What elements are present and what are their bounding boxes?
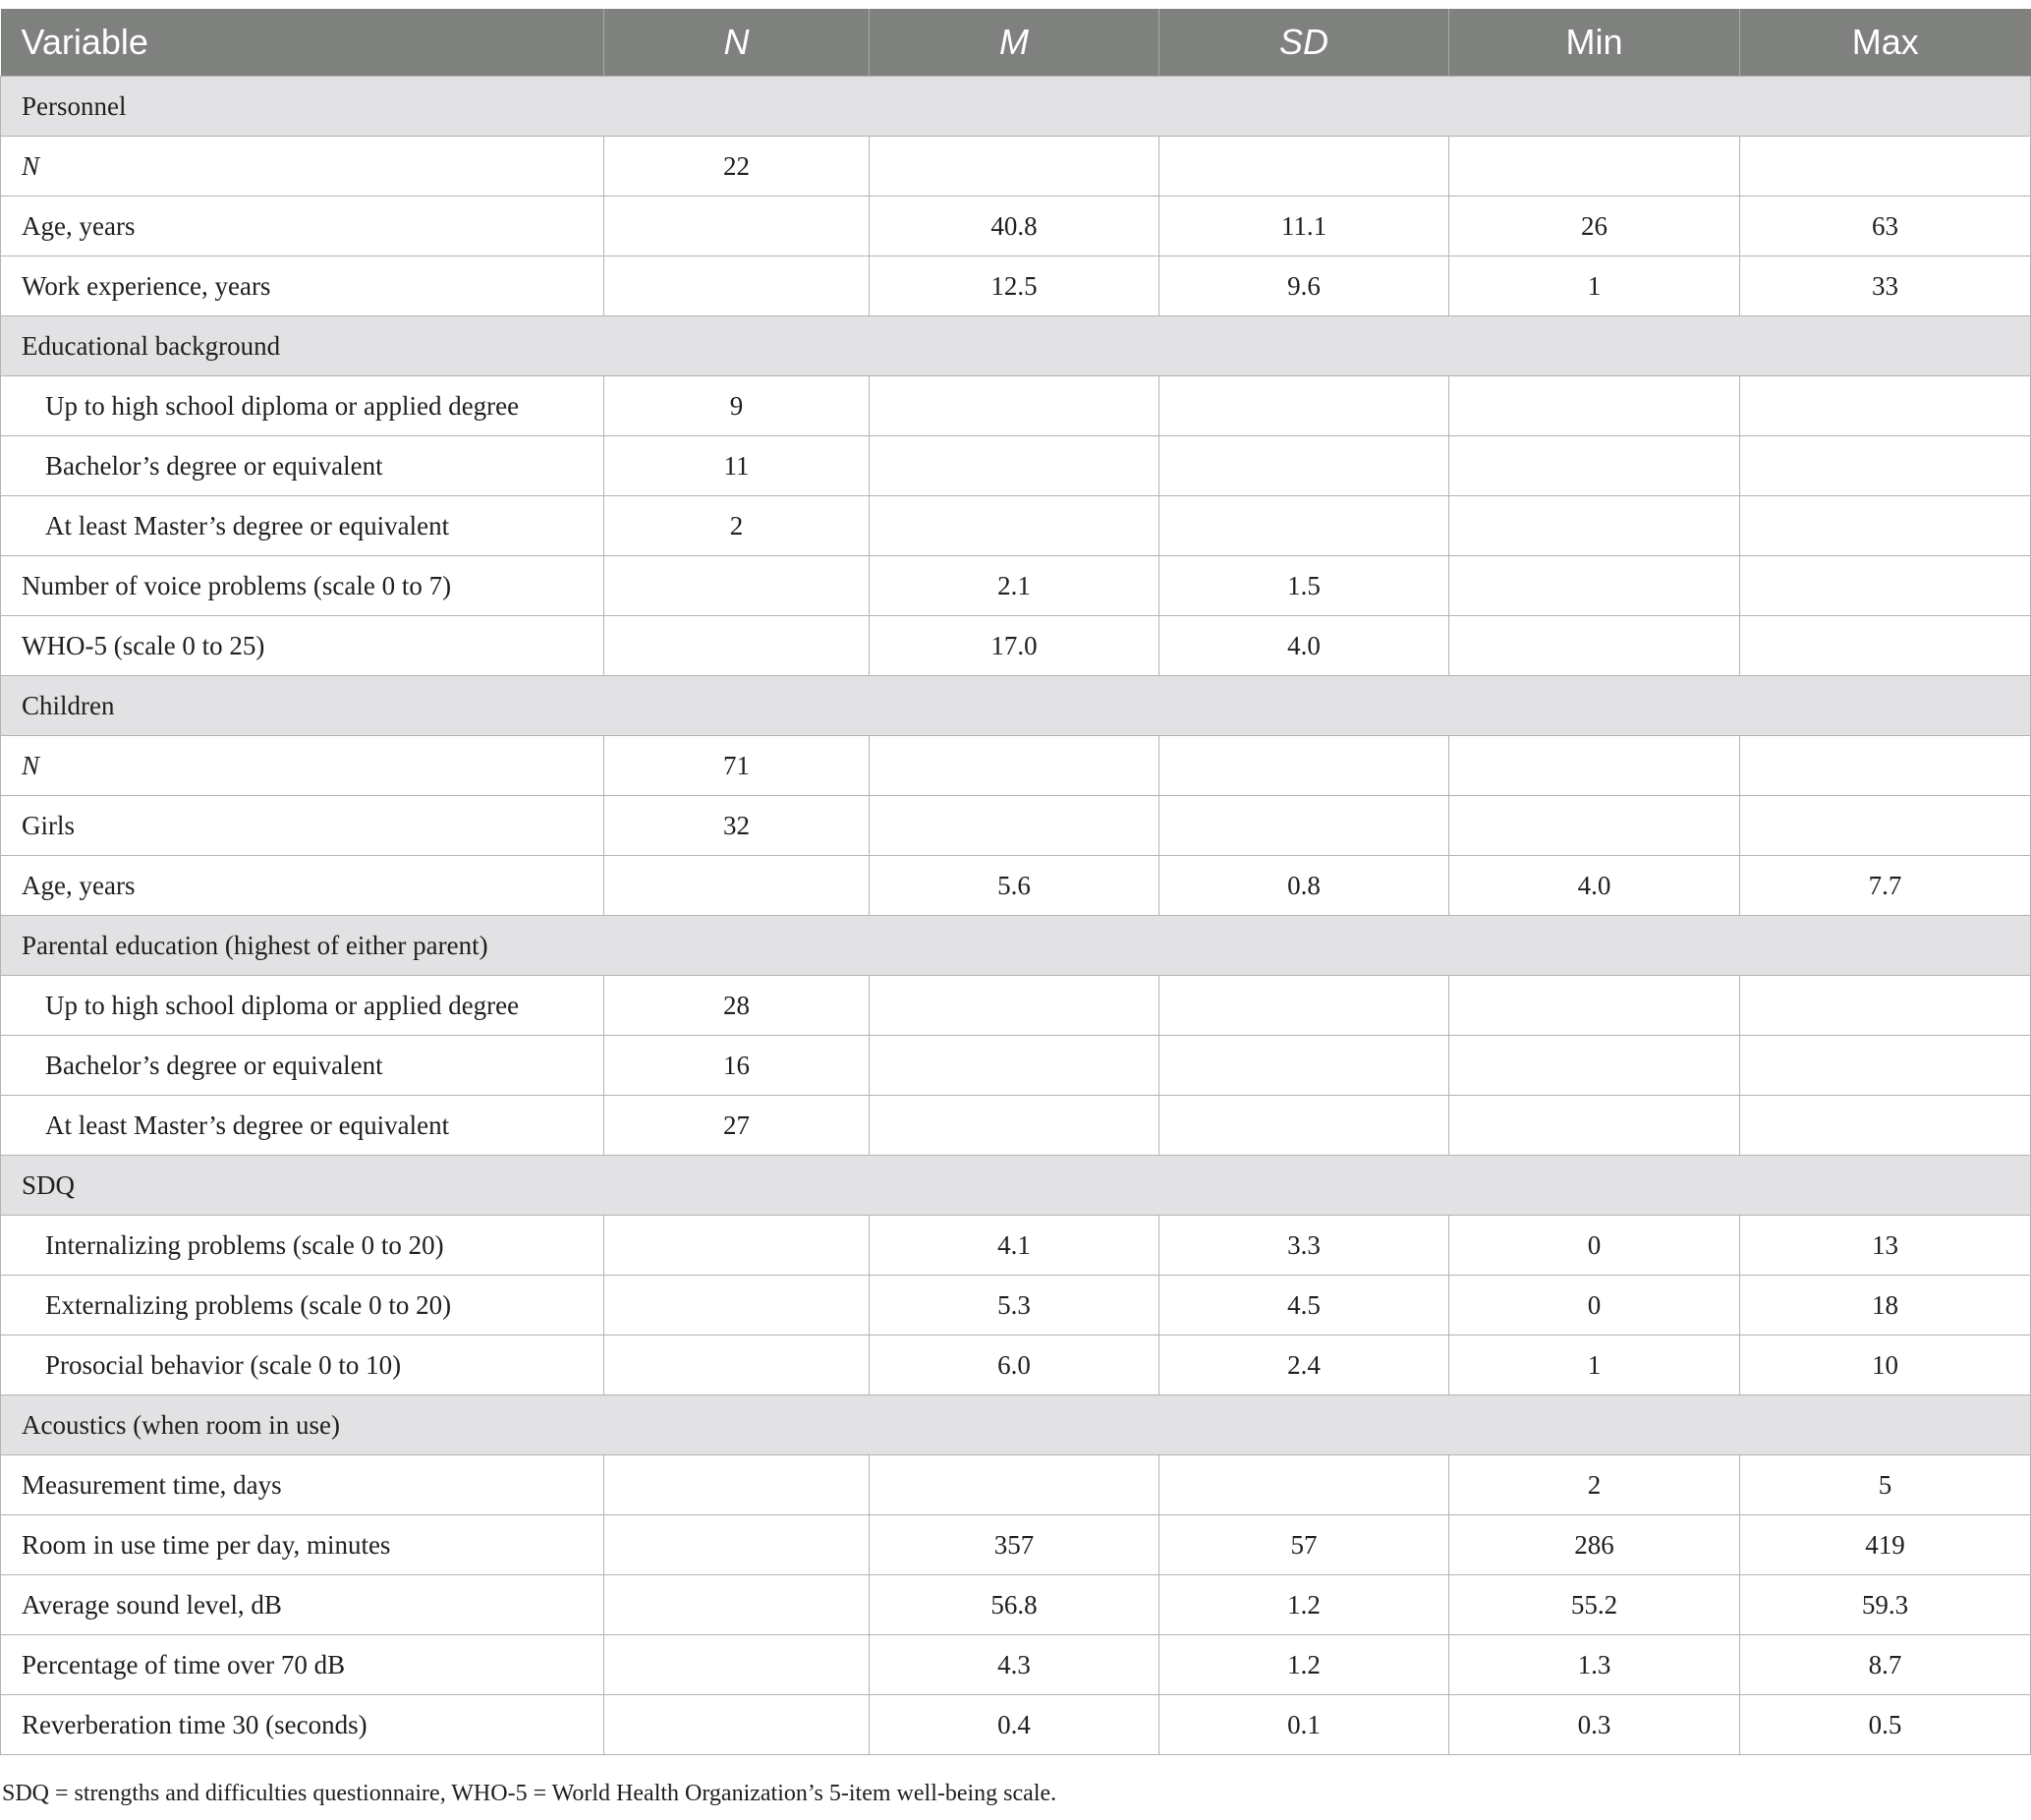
table-row bbox=[1, 436, 2031, 496]
cell-n bbox=[604, 616, 870, 676]
cell-sd bbox=[1159, 1036, 1449, 1096]
section-row bbox=[1, 77, 2031, 137]
section-label: Children bbox=[1, 676, 2031, 736]
cell-min bbox=[1449, 796, 1740, 856]
cell-min bbox=[1449, 436, 1740, 496]
header-min: Min bbox=[1449, 9, 1740, 77]
cell-sd bbox=[1159, 796, 1449, 856]
cell-max bbox=[1740, 436, 2031, 496]
cell-max bbox=[1740, 1096, 2031, 1156]
cell-min bbox=[1449, 1036, 1740, 1096]
cell-m: 56.8 bbox=[870, 1575, 1159, 1635]
table-row bbox=[1, 736, 2031, 796]
row-label: Up to high school diploma or applied degree bbox=[1, 976, 604, 1036]
cell-min bbox=[1449, 976, 1740, 1036]
cell-min: 4.0 bbox=[1449, 856, 1740, 916]
cell-n bbox=[604, 1455, 870, 1515]
row-label: N bbox=[1, 736, 604, 796]
cell-sd bbox=[1159, 1096, 1449, 1156]
row-label: Up to high school diploma or applied degree bbox=[1, 376, 604, 436]
table-row bbox=[1, 1575, 2031, 1635]
cell-max: 8.7 bbox=[1740, 1635, 2031, 1695]
table-row bbox=[1, 1216, 2031, 1276]
cell-max bbox=[1740, 376, 2031, 436]
row-label: At least Master’s degree or equivalent bbox=[1, 496, 604, 556]
cell-sd: 57 bbox=[1159, 1515, 1449, 1575]
row-label: Bachelor’s degree or equivalent bbox=[1, 436, 604, 496]
section-row bbox=[1, 1395, 2031, 1455]
descriptive-statistics-table bbox=[0, 9, 2031, 1755]
cell-sd: 4.5 bbox=[1159, 1276, 1449, 1336]
cell-min: 0.3 bbox=[1449, 1695, 1740, 1755]
cell-min: 26 bbox=[1449, 197, 1740, 256]
table-body bbox=[1, 77, 2031, 1755]
cell-n: 27 bbox=[604, 1096, 870, 1156]
row-label: Percentage of time over 70 dB bbox=[1, 1635, 604, 1695]
cell-n bbox=[604, 197, 870, 256]
cell-n bbox=[604, 1515, 870, 1575]
cell-min: 0 bbox=[1449, 1276, 1740, 1336]
table-row bbox=[1, 856, 2031, 916]
row-label: Prosocial behavior (scale 0 to 10) bbox=[1, 1336, 604, 1395]
cell-sd bbox=[1159, 436, 1449, 496]
cell-m bbox=[870, 496, 1159, 556]
cell-m: 5.6 bbox=[870, 856, 1159, 916]
cell-n: 28 bbox=[604, 976, 870, 1036]
section-label: Acoustics (when room in use) bbox=[1, 1395, 2031, 1455]
cell-n bbox=[604, 556, 870, 616]
section-label: Educational background bbox=[1, 316, 2031, 376]
row-label: At least Master’s degree or equivalent bbox=[1, 1096, 604, 1156]
cell-sd bbox=[1159, 137, 1449, 197]
header-n: N bbox=[604, 9, 870, 77]
cell-m: 17.0 bbox=[870, 616, 1159, 676]
cell-n: 9 bbox=[604, 376, 870, 436]
row-label: Number of voice problems (scale 0 to 7) bbox=[1, 556, 604, 616]
cell-max bbox=[1740, 556, 2031, 616]
cell-max bbox=[1740, 496, 2031, 556]
table-row bbox=[1, 137, 2031, 197]
row-label: Reverberation time 30 (seconds) bbox=[1, 1695, 604, 1755]
cell-min bbox=[1449, 616, 1740, 676]
cell-sd bbox=[1159, 736, 1449, 796]
section-row bbox=[1, 676, 2031, 736]
cell-m: 40.8 bbox=[870, 197, 1159, 256]
cell-m bbox=[870, 376, 1159, 436]
cell-n: 22 bbox=[604, 137, 870, 197]
cell-n: 16 bbox=[604, 1036, 870, 1096]
cell-max: 59.3 bbox=[1740, 1575, 2031, 1635]
row-label: Average sound level, dB bbox=[1, 1575, 604, 1635]
table-row bbox=[1, 556, 2031, 616]
cell-sd bbox=[1159, 976, 1449, 1036]
header-sd: SD bbox=[1159, 9, 1449, 77]
row-label: N bbox=[1, 137, 604, 197]
cell-sd: 9.6 bbox=[1159, 256, 1449, 316]
cell-max: 18 bbox=[1740, 1276, 2031, 1336]
row-label: Age, years bbox=[1, 197, 604, 256]
table-header bbox=[1, 9, 2031, 77]
cell-m bbox=[870, 436, 1159, 496]
cell-n bbox=[604, 1276, 870, 1336]
cell-n bbox=[604, 856, 870, 916]
table-row bbox=[1, 1695, 2031, 1755]
cell-sd: 0.1 bbox=[1159, 1695, 1449, 1755]
row-label: Bachelor’s degree or equivalent bbox=[1, 1036, 604, 1096]
cell-max bbox=[1740, 137, 2031, 197]
cell-min: 1.3 bbox=[1449, 1635, 1740, 1695]
section-label: SDQ bbox=[1, 1156, 2031, 1216]
cell-max bbox=[1740, 1036, 2031, 1096]
cell-min bbox=[1449, 137, 1740, 197]
row-label: Externalizing problems (scale 0 to 20) bbox=[1, 1276, 604, 1336]
cell-n bbox=[604, 1695, 870, 1755]
cell-max bbox=[1740, 976, 2031, 1036]
cell-max: 0.5 bbox=[1740, 1695, 2031, 1755]
cell-min: 2 bbox=[1449, 1455, 1740, 1515]
cell-m: 4.3 bbox=[870, 1635, 1159, 1695]
header-row bbox=[1, 9, 2031, 77]
cell-sd: 1.2 bbox=[1159, 1635, 1449, 1695]
cell-sd bbox=[1159, 1455, 1449, 1515]
cell-m: 2.1 bbox=[870, 556, 1159, 616]
descriptive-statistics-table-container bbox=[0, 9, 2031, 1755]
cell-min bbox=[1449, 496, 1740, 556]
cell-m bbox=[870, 976, 1159, 1036]
table-row bbox=[1, 976, 2031, 1036]
cell-m: 357 bbox=[870, 1515, 1159, 1575]
cell-max: 10 bbox=[1740, 1336, 2031, 1395]
cell-min: 0 bbox=[1449, 1216, 1740, 1276]
cell-m bbox=[870, 1096, 1159, 1156]
cell-n bbox=[604, 1216, 870, 1276]
cell-n bbox=[604, 256, 870, 316]
section-row bbox=[1, 916, 2031, 976]
cell-sd: 4.0 bbox=[1159, 616, 1449, 676]
table-row bbox=[1, 1336, 2031, 1395]
cell-sd: 2.4 bbox=[1159, 1336, 1449, 1395]
cell-m: 12.5 bbox=[870, 256, 1159, 316]
cell-max: 5 bbox=[1740, 1455, 2031, 1515]
cell-min: 286 bbox=[1449, 1515, 1740, 1575]
cell-min bbox=[1449, 376, 1740, 436]
cell-m bbox=[870, 1455, 1159, 1515]
section-label: Personnel bbox=[1, 77, 2031, 137]
cell-m bbox=[870, 796, 1159, 856]
cell-n: 71 bbox=[604, 736, 870, 796]
table-row bbox=[1, 376, 2031, 436]
cell-m bbox=[870, 137, 1159, 197]
table-row bbox=[1, 1276, 2031, 1336]
cell-max: 33 bbox=[1740, 256, 2031, 316]
cell-n: 2 bbox=[604, 496, 870, 556]
table-row bbox=[1, 197, 2031, 256]
header-max: Max bbox=[1740, 9, 2031, 77]
cell-max: 63 bbox=[1740, 197, 2031, 256]
cell-m bbox=[870, 1036, 1159, 1096]
cell-max: 7.7 bbox=[1740, 856, 2031, 916]
cell-sd bbox=[1159, 496, 1449, 556]
cell-min: 1 bbox=[1449, 256, 1740, 316]
cell-n bbox=[604, 1336, 870, 1395]
cell-sd: 3.3 bbox=[1159, 1216, 1449, 1276]
table-row bbox=[1, 1635, 2031, 1695]
cell-min: 55.2 bbox=[1449, 1575, 1740, 1635]
cell-max bbox=[1740, 796, 2031, 856]
table-row bbox=[1, 1455, 2031, 1515]
row-label: Room in use time per day, minutes bbox=[1, 1515, 604, 1575]
cell-m: 6.0 bbox=[870, 1336, 1159, 1395]
cell-max bbox=[1740, 736, 2031, 796]
cell-min bbox=[1449, 1096, 1740, 1156]
cell-min bbox=[1449, 736, 1740, 796]
cell-n bbox=[604, 1575, 870, 1635]
header-mean: M bbox=[870, 9, 1159, 77]
table-row bbox=[1, 796, 2031, 856]
cell-m: 0.4 bbox=[870, 1695, 1159, 1755]
cell-n bbox=[604, 1635, 870, 1695]
row-label: Age, years bbox=[1, 856, 604, 916]
table-row bbox=[1, 616, 2031, 676]
table-row bbox=[1, 256, 2031, 316]
cell-n: 11 bbox=[604, 436, 870, 496]
cell-sd bbox=[1159, 376, 1449, 436]
table-row bbox=[1, 496, 2031, 556]
section-row bbox=[1, 316, 2031, 376]
cell-min bbox=[1449, 556, 1740, 616]
cell-sd: 1.5 bbox=[1159, 556, 1449, 616]
row-label: Measurement time, days bbox=[1, 1455, 604, 1515]
row-label: Work experience, years bbox=[1, 256, 604, 316]
header-variable: Variable bbox=[1, 9, 604, 77]
table-footnote: SDQ = strengths and difficulties questionnaire, WHO-5 = World Health Organization’s 5-item well-being scale. bbox=[2, 1781, 1057, 1806]
table-row bbox=[1, 1515, 2031, 1575]
row-label: WHO-5 (scale 0 to 25) bbox=[1, 616, 604, 676]
cell-sd: 0.8 bbox=[1159, 856, 1449, 916]
cell-min: 1 bbox=[1449, 1336, 1740, 1395]
cell-max: 419 bbox=[1740, 1515, 2031, 1575]
cell-m: 5.3 bbox=[870, 1276, 1159, 1336]
cell-max: 13 bbox=[1740, 1216, 2031, 1276]
section-label: Parental education (highest of either parent) bbox=[1, 916, 2031, 976]
cell-n: 32 bbox=[604, 796, 870, 856]
cell-sd: 11.1 bbox=[1159, 197, 1449, 256]
cell-sd: 1.2 bbox=[1159, 1575, 1449, 1635]
row-label: Internalizing problems (scale 0 to 20) bbox=[1, 1216, 604, 1276]
cell-max bbox=[1740, 616, 2031, 676]
cell-m bbox=[870, 736, 1159, 796]
section-row bbox=[1, 1156, 2031, 1216]
table-row bbox=[1, 1036, 2031, 1096]
table-row bbox=[1, 1096, 2031, 1156]
row-label: Girls bbox=[1, 796, 604, 856]
cell-m: 4.1 bbox=[870, 1216, 1159, 1276]
